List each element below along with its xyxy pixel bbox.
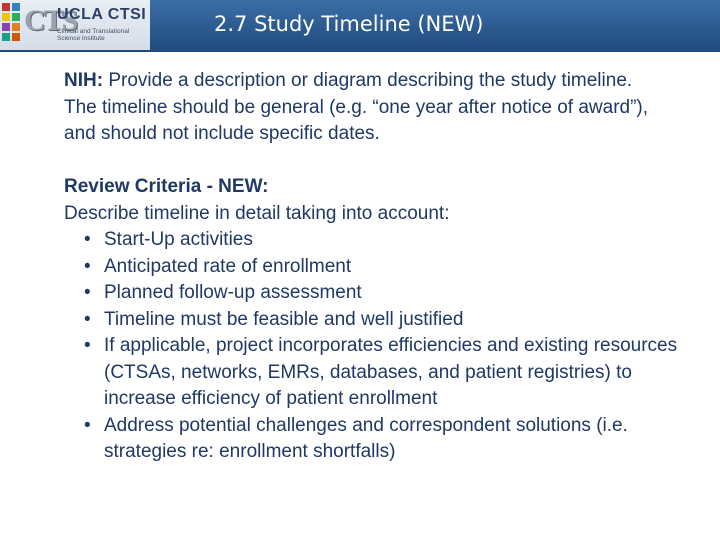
list-item-text: Start-Up activities: [104, 229, 253, 250]
list-item-text: Anticipated rate of enrollment: [104, 255, 352, 277]
bullet-icon: •: [84, 229, 91, 250]
list-item: [64, 413, 684, 466]
list-item: [64, 333, 684, 413]
nih-paragraph: [64, 68, 684, 95]
page-title: 2.7 Study Timeline (NEW): [214, 12, 484, 36]
list-item: [64, 307, 684, 334]
bullet-icon: •: [84, 414, 91, 436]
ucla-ctsi-logo: [0, 0, 150, 50]
bullet-icon: •: [84, 335, 91, 356]
list-item-text: Planned follow-up assessment: [104, 282, 362, 303]
nih-text: Provide a description or diagram describing the study timeline.: [103, 70, 633, 91]
bullet-icon: •: [84, 308, 91, 330]
bullet-icon: •: [84, 255, 91, 277]
review-heading: Review Criteria - NEW:: [64, 176, 269, 197]
review-intro: Describe timeline in detail taking into account:: [64, 202, 450, 224]
list-item-text: Address potential challenges and correspondent solutions (i.e. strategies re: enrollment shortfalls): [104, 414, 628, 462]
list-item: [64, 280, 684, 307]
slide-body: [64, 68, 684, 466]
nih-label: NIH:: [64, 70, 104, 91]
logo-subtitle: Clinical and Translational Science Institute: [57, 28, 130, 42]
list-item: [64, 227, 684, 254]
title-bar: [0, 0, 720, 52]
criteria-list: [64, 227, 684, 466]
logo-mark: CTS: [24, 4, 77, 37]
logo-color-grid: [2, 3, 24, 47]
logo-name: UCLA CTSI: [57, 6, 147, 23]
list-item: [64, 254, 684, 281]
spacer: [64, 148, 684, 175]
nih-note: The timeline should be general (e.g. “one year after notice of award”), and should not include specific dates.: [64, 96, 649, 144]
list-item-text: If applicable, project incorporates efficiencies and existing resources (CTSAs, networks, EMRs, databases, and patient registries) to increase efficiency of patient enrollment: [104, 335, 678, 409]
list-item-text: Timeline must be feasible and well justified: [104, 308, 464, 330]
bullet-icon: •: [84, 282, 91, 303]
